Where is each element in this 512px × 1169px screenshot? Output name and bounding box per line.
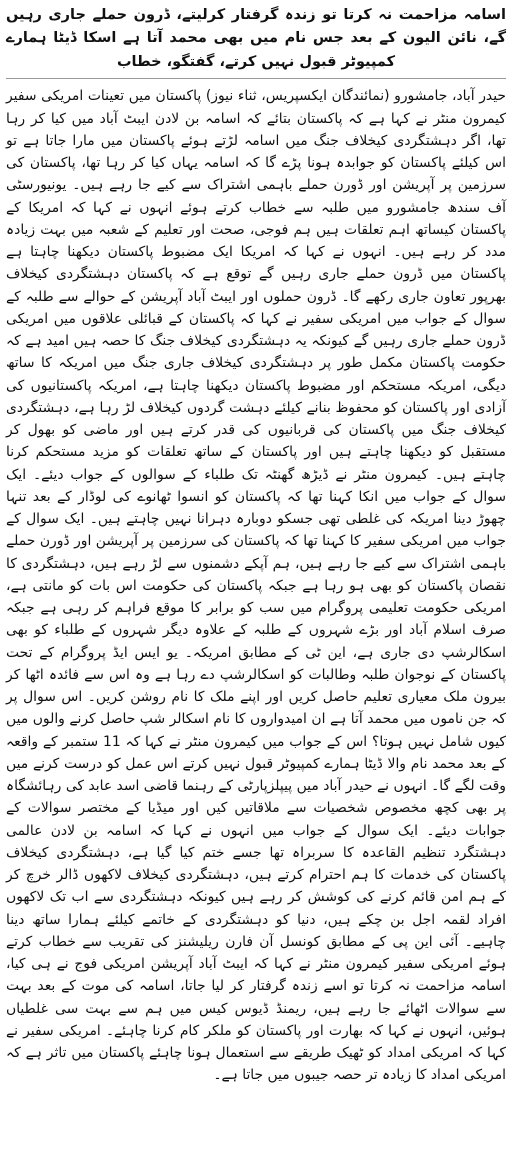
article-body: حیدر آباد، جامشورو (نمائندگان ایکسپریس، ثناء نیوز) پاکستان میں تعینات امریکی سفیر کیمرون منٹر نے کہا ہے کہ پاکستان بتائے کہ اسامہ بن لادن ایبٹ آباد میں کیا کر رہا تھا، اگر دہشتگردی کیخلاف جنگ میں اسامہ لڑتے ہوئے پاکستان میں مارا جاتا ہے تو اس کیلئے پاکستان کو جوابدہ ہونا پڑے گا کہ اسامہ یہاں کیا کر رہا تھا، پاکستان کی سرزمین پر آپریشن اور ڈورن حملے باہمی اشتراک سے کیے جا رہے ہیں۔ یونیورسٹی آف سندھ جامشورو میں طلبہ سے خطاب کرتے ہوئے انہوں نے کہا کہ امریکا کے پاکستان کیساتھ اہم تعلقات ہیں ہم فوجی، صحت اور تعلیم کے شعبہ میں بہت زیادہ مدد کر رہے ہیں۔ انہوں نے کہا کہ امریکا ایک مضبوط پاکستان دیکھنا چاہتا ہے پاکستان میں ڈرون حملے جاری رہیں گے توقع ہے کہ پاکستان دہشتگردی کیخلاف بھرپور تعاون جاری رکھے گا۔ ڈرون حملوں اور ایبٹ آباد آپریشن کے حوالے سے طلبہ کے سوال کے جواب میں امریکی سفیر نے کہا کہ پاکستان کے قبائلی علاقوں میں امریکی ڈرون حملے جاری رہیں گے کیونکہ یہ دہشتگردی کیخلاف جنگ کا حصہ ہیں امید ہے کہ حکومت پاکستان مکمل طور پر دہشتگردی کیخلاف جاری جنگ میں امریکہ کا ساتھ دیگی، امریکہ مستحکم اور مضبوط پاکستان دیکھنا چاہتا ہے، امریکہ پاکستانیوں کی آزادی اور پاکستان کو محفوظ بنانے کیلئے دہشت گردوں کیخلاف لڑ رہا ہے، دہشتگردی کیخلاف جنگ میں پاکستان کی قربانیوں کی قدر کرتے ہیں اور ماضی کو بھول کر مستقبل کو دیکھنا چاہتے ہیں اور پاکستان کے ساتھ تعلقات کو مزید مستحکم کرنا چاہتے ہیں۔ کیمرون منٹر نے ڈیڑھ گھنٹہ تک طلباء کے سوالوں کے جواب دیئے۔ ایک سوال کے جواب میں انکا کہنا تھا کہ پاکستان کو انسوا ٹھانوے کی لوڈار کے بعد تنہا چھوڑ دینا امریکہ کی غلطی تھی جسکو دوبارہ دہرانا نہیں چاہتے ہیں۔ ایک سوال کے جواب میں امریکی سفیر کا کہنا تھا کہ پاکستان کی سرزمین پر آپریشن اور ڈورن حملے باہمی اشتراک سے کیے جا رہے ہیں، ہم آپکے دشمنوں سے لڑ رہے ہیں، دہشتگردی کا نقصان پاکستان کو بھی ہو رہا ہے جبکہ پاکستان کی حکومت اس بات کو مانتی ہے، امریکی حکومت تعلیمی پروگرام میں سب کو برابر کا موقع فراہم کر رہی ہے جبکہ صرف اسلام آباد اور بڑے شہروں کے طلبہ کے علاوہ دیگر شہروں کے طلباء کو بھی اسکالرشپ دی جاری ہے، این ٹی کے مطابق امریکہ۔ یو ایس ایڈ پروگرام کے تحت پاکستان کے نوجوان طلبہ وطالبات کو اسکالرشپ دے رہا ہے وہ اس سے فائدہ اٹھا کر بیرون ملک معیاری تعلیم حاصل کریں اور اپنے ملک کا نام روشن کریں۔ اس سوال پر کہ جن ناموں میں محمد آتا ہے ان امیدواروں کا نام اسکالر شپ حاصل کرنے والوں میں کیوں شامل نہیں ہوتا؟ اس کے جواب میں کیمرون منٹر نے کہا کہ 11 ستمبر کے واقعہ کے بعد محمد نام والا ڈیٹا ہمارے کمپیوٹر قبول نہیں کرتے اس عمل کو درست کرنے میں وقت لگے گا۔ انہوں نے حیدر آباد میں پیپلزپارٹی کے رہنما قاضی اسد عابد کی رہائشگاہ پر بھی کچھ مخصوص شخصیات سے ملاقاتیں کیں اور میڈیا کے مختصر سوالات کے جوابات دیئے۔ ایک سوال کے جواب میں انہوں نے کہا کہ اسامہ بن لادن عالمی دہشتگرد تنظیم القاعدہ کا سربراہ تھا جسے ختم کیا گیا ہے، دہشتگردی کیخلاف پاکستان کی خدمات کا ہم احترام کرتے ہیں، دہشتگردی کیخلاف لاکھوں ڈالر خرچ کر کے ہم امن قائم کرنے کی کوشش کر رہے ہیں کیونکہ دہشتگردی سے اب تک لاکھوں افراد لقمہ اجل بن چکے ہیں، دنیا کو دہشتگردی کے خاتمے کیلئے ہمارا ساتھ دینا چاہیے۔ آئی این پی کے مطابق کونسل آن فارن ریلیشنز کی تقریب سے خطاب کرتے ہوئے امریکی سفیر کیمرون منٹر نے کہا کہ ایبٹ آباد آپریشن امریکی فوج نے ہی کیا، اسامہ مزاحمت نہ کرتا تو اسے زندہ گرفتار کر لیا جاتا، اسامہ کی موت کے بعد بہت سے سوالات اٹھائے جا رہے ہیں، ریمنڈ ڈیوس کیس میں ہم سے بہت سی غلطیاں ہوئیں، انہوں نے کہا کہ بھارت اور پاکستان کو ملکر کام کرنا چاہئے۔ امریکی سفیر نے کہا کہ امریکی امداد کو ٹھیک طریقے سے استعمال ہونا چاہئے پاکستان میں تاثر ہے کہ امریکی امداد کا زیادہ تر حصہ جیبوں میں جاتا ہے۔ (6, 88, 506, 1084)
article-headline: اسامہ مزاحمت نہ کرتا تو زندہ گرفتار کرلیتے، ڈرون حملے جاری رہیں گے، نائن الیون کے بعد جس نام میں بھی محمد آتا ہے اسکا ڈیٹا ہمارے کمپیوٹر قبول نہیں کرتے، گفتگو، خطاب (6, 7, 506, 70)
headline-divider (6, 78, 506, 79)
